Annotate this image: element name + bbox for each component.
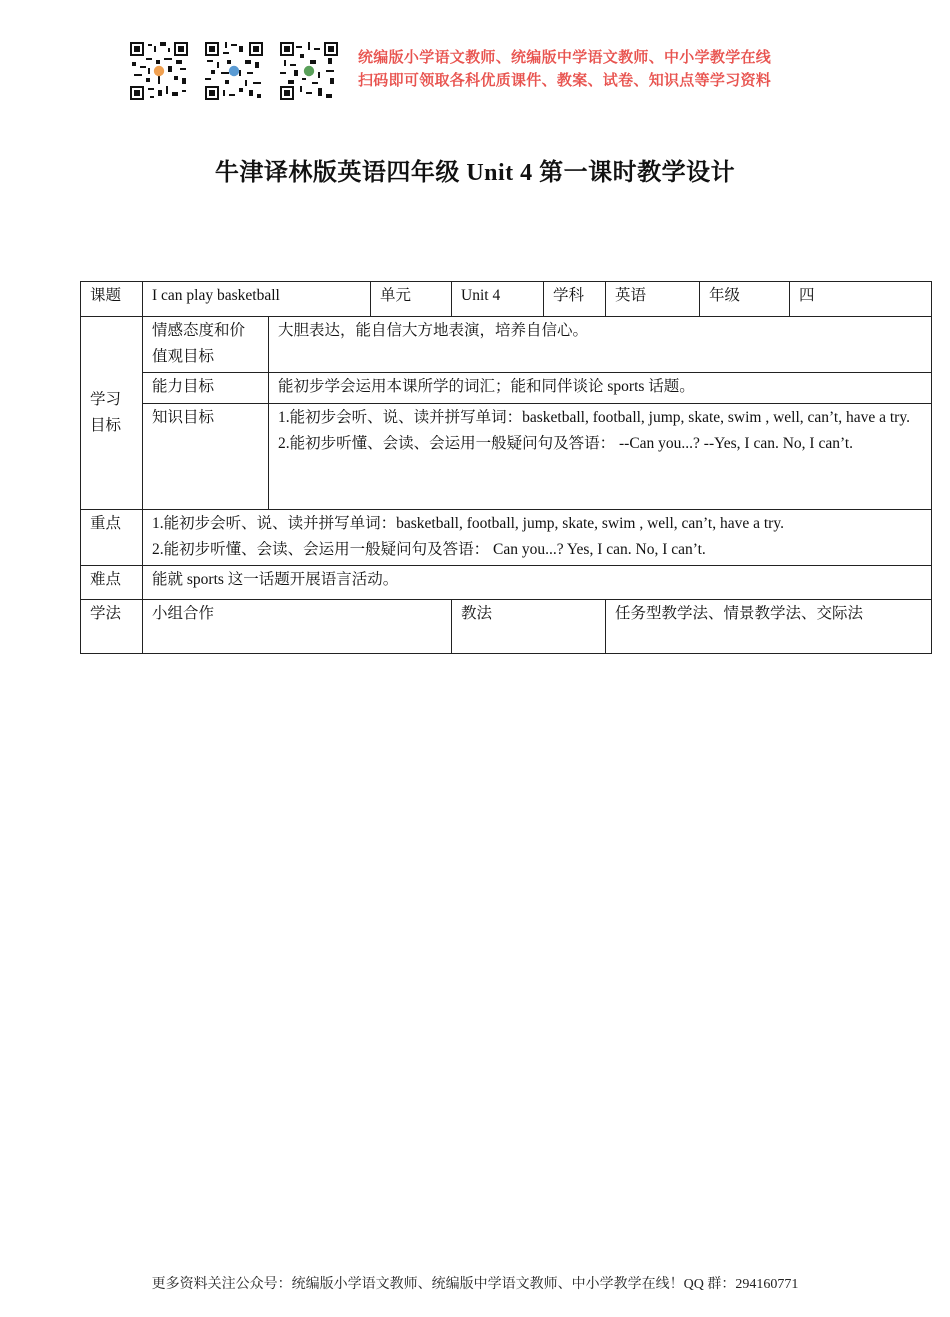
table-row [81, 566, 932, 600]
qr-code-icon[interactable] [205, 42, 263, 100]
teaching-method-label: 教法 [452, 600, 606, 654]
promo-line-1: 统编版小学语文教师、统编版中学语文教师、中小学教学在线 [358, 48, 772, 66]
learning-method-label: 学法 [81, 600, 143, 654]
table-row [81, 373, 932, 404]
table-row [81, 404, 932, 510]
knowledge-goal-label: 知识目标 [143, 404, 269, 510]
table-row [81, 510, 932, 566]
key-points-value [143, 510, 932, 566]
teaching-method-value: 任务型教学法、情景教学法、交际法 [606, 600, 932, 654]
qr-code-icon[interactable] [130, 42, 188, 100]
ability-goal-value: 能初步学会运用本课所学的词汇；能和同伴谈论 sports 话题。 [269, 373, 932, 404]
table-row [81, 282, 932, 317]
grade-label: 年级 [700, 282, 790, 317]
objectives-label: 学习目标 [81, 317, 143, 510]
promo-text [358, 46, 828, 92]
unit-label: 单元 [371, 282, 452, 317]
lesson-plan-table [80, 281, 932, 654]
subject-value: 英语 [606, 282, 700, 317]
table-row [81, 600, 932, 654]
subject-label: 学科 [544, 282, 606, 317]
key-points-line-1: 1.能初步会听、说、读并拼写单词：basketball, football, jump, skate, swim , well, can’t, have a try. [152, 515, 784, 532]
knowledge-goal-line-2: 2.能初步听懂、会读、会运用一般疑问句及答语： --Can you...? --Yes, I can. No, I can’t. [278, 435, 854, 452]
emotion-goal-value: 大胆表达，能自信大方地表演，培养自信心。 [269, 317, 932, 373]
difficulty-value: 能就 sports 这一话题开展语言活动。 [143, 566, 932, 600]
learning-method-value: 小组合作 [143, 600, 452, 654]
difficulty-label: 难点 [81, 566, 143, 600]
ability-goal-label: 能力目标 [143, 373, 269, 404]
knowledge-goal-value [269, 404, 932, 510]
qr-code-icon[interactable] [280, 42, 338, 100]
key-points-label: 重点 [81, 510, 143, 566]
unit-value: Unit 4 [452, 282, 544, 317]
topic-label: 课题 [81, 282, 143, 317]
footer-note: 更多资料关注公众号：统编版小学语文教师、统编版中学语文教师、中小学教学在线！QQ 群：294160771 [151, 1277, 799, 1292]
topic-value: I can play basketball [143, 282, 371, 317]
promo-line-2: 扫码即可领取各科优质课件、教案、试卷、知识点等学习资料 [358, 71, 772, 89]
grade-value: 四 [790, 282, 932, 317]
knowledge-goal-line-1: 1.能初步会听、说、读并拼写单词：basketball, football, jump, skate, swim , well, can’t, have a try. [278, 409, 910, 426]
table-row [81, 317, 932, 373]
page-title: 牛津译林版英语四年级 Unit 4 第一课时教学设计 [214, 160, 736, 186]
key-points-line-2: 2.能初步听懂、会读、会运用一般疑问句及答语： Can you...? Yes, I can. No, I can’t. [152, 541, 706, 558]
emotion-goal-label: 情感态度和价值观目标 [143, 317, 269, 373]
header-banner [130, 42, 830, 102]
